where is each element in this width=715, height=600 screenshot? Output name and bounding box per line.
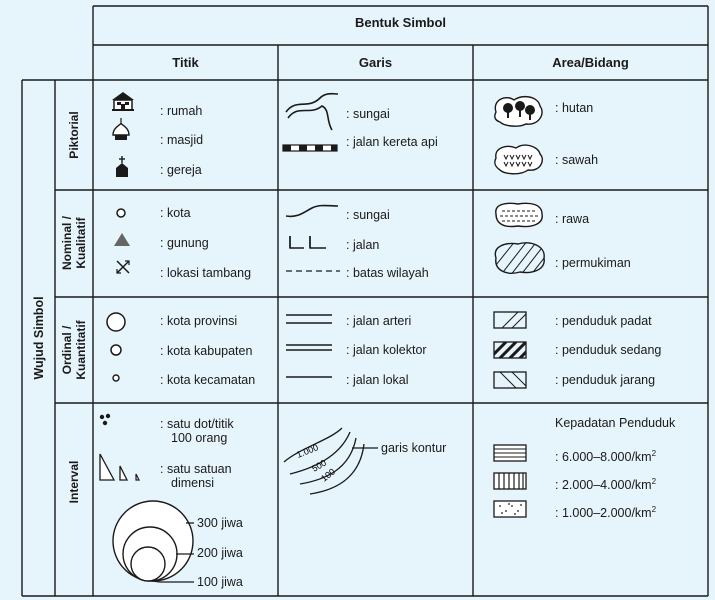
label-batas-wilayah: : batas wilayah [346, 266, 429, 280]
label-jalan: : jalan [346, 238, 380, 252]
mountain-triangle-icon [113, 231, 131, 247]
row-label-interval: Interval [67, 460, 81, 504]
province-city-icon [104, 310, 128, 334]
contour-label-100: 100 [319, 466, 338, 484]
settlement-icon [492, 240, 548, 276]
label-rumah: : rumah [160, 104, 203, 118]
river-pictorial-icon [282, 90, 342, 136]
label-dim-line2: dimensi [171, 476, 215, 490]
mining-icon [115, 259, 131, 275]
church-icon [114, 155, 130, 179]
local-road-icon [284, 374, 334, 380]
dense-population-icon [493, 311, 527, 329]
label-circle-100: 100 jiwa [197, 575, 243, 589]
label-jalan-arteri: : jalan arteri [346, 314, 412, 328]
row-label-ordinal-line2: Kuantitatif [74, 320, 88, 380]
density-high-icon [493, 444, 527, 462]
density-row-1-sup: 2 [651, 449, 657, 458]
density-medium-icon [493, 472, 527, 490]
mosque-icon [111, 117, 131, 145]
header-area: Area/Bidang [552, 55, 629, 70]
label-sungai-nominal: : sungai [346, 208, 390, 222]
density-row-1-label: : 6.000–8.000/km [555, 450, 652, 465]
label-circle-300: 300 jiwa [197, 516, 243, 530]
label-jalan-lokal: : jalan lokal [346, 373, 409, 387]
label-circle-200: 200 jiwa [197, 546, 243, 560]
side-wujud-simbol: Wujud Simbol [32, 296, 46, 380]
label-penduduk-jarang: : penduduk jarang [555, 373, 656, 387]
header-garis: Garis [358, 55, 393, 70]
regency-city-icon [109, 343, 123, 357]
row-label-nominal-line1: Nominal / [60, 216, 74, 271]
row-label-ordinal [60, 300, 88, 400]
label-dot-line1: : satu dot/titik [160, 417, 234, 431]
density-row-3-sup: 2 [651, 505, 657, 514]
road-icon [288, 234, 328, 252]
label-kota-kecamatan: : kota kecamatan [160, 373, 256, 387]
boundary-dashed-icon [284, 268, 340, 274]
density-row-3-label: : 1.000–2.000/km [555, 506, 652, 521]
label-rawa: : rawa [555, 212, 590, 226]
forest-icon [492, 94, 546, 128]
label-gunung: : gunung [160, 236, 209, 250]
label-kota-kabupaten: : kota kabupaten [160, 344, 253, 358]
label-masjid: : masjid [160, 133, 204, 147]
label-jalan-kereta-api: : jalan kereta api [346, 135, 438, 149]
density-row-3 [555, 503, 656, 520]
swamp-icon [492, 200, 546, 230]
header-bentuk-simbol: Bentuk Simbol [354, 15, 446, 30]
density-row-2-sup: 2 [651, 477, 657, 486]
paddy-field-icon [492, 142, 546, 176]
row-label-nominal-line2: Kualitatif [74, 217, 88, 269]
label-dim-line1: : satu satuan [160, 462, 232, 476]
label-jalan-kolektor: : jalan kolektor [346, 343, 427, 357]
label-penduduk-sedang: : penduduk sedang [555, 343, 662, 357]
label-dot-line2: 100 orang [171, 431, 228, 445]
sparse-population-icon [493, 371, 527, 389]
density-row-2 [555, 475, 656, 492]
label-sawah: : sawah [555, 153, 599, 167]
label-permukiman: : permukiman [555, 256, 631, 270]
label-kota-provinsi: : kota provinsi [160, 314, 238, 328]
proportional-triangles-icon [98, 452, 144, 482]
contour-label-1000: 1.000 [295, 442, 320, 460]
arterial-road-icon [284, 312, 334, 326]
district-city-icon [111, 373, 121, 383]
label-penduduk-padat: : penduduk padat [555, 314, 652, 328]
header-titik: Titik [172, 55, 199, 70]
house-icon [110, 90, 136, 112]
row-label-nominal [60, 193, 88, 293]
label-sungai-piktorial: : sungai [346, 107, 390, 121]
row-label-ordinal-line1: Ordinal / [60, 325, 74, 375]
label-hutan: : hutan [555, 101, 594, 115]
medium-population-icon [493, 341, 527, 359]
railway-icon [282, 144, 338, 152]
city-circle-icon [114, 206, 128, 220]
contour-label-500: 500 [310, 457, 329, 474]
proportional-circles-icon [100, 490, 280, 596]
label-lokasi-tambang: : lokasi tambang [160, 266, 252, 280]
row-label-piktorial: Piktorial [67, 111, 81, 159]
label-gereja: : gereja [160, 163, 202, 177]
density-title: Kepadatan Penduduk [555, 416, 676, 430]
river-line-icon [284, 200, 340, 222]
collector-road-icon [284, 342, 334, 354]
label-kota: : kota [160, 206, 191, 220]
label-garis-kontur: garis kontur [381, 441, 447, 455]
density-row-1 [555, 447, 656, 464]
contour-lines-icon [280, 418, 390, 498]
dot-density-icon [98, 412, 114, 432]
density-row-2-label: : 2.000–4.000/km [555, 478, 652, 493]
density-low-icon [493, 500, 527, 518]
